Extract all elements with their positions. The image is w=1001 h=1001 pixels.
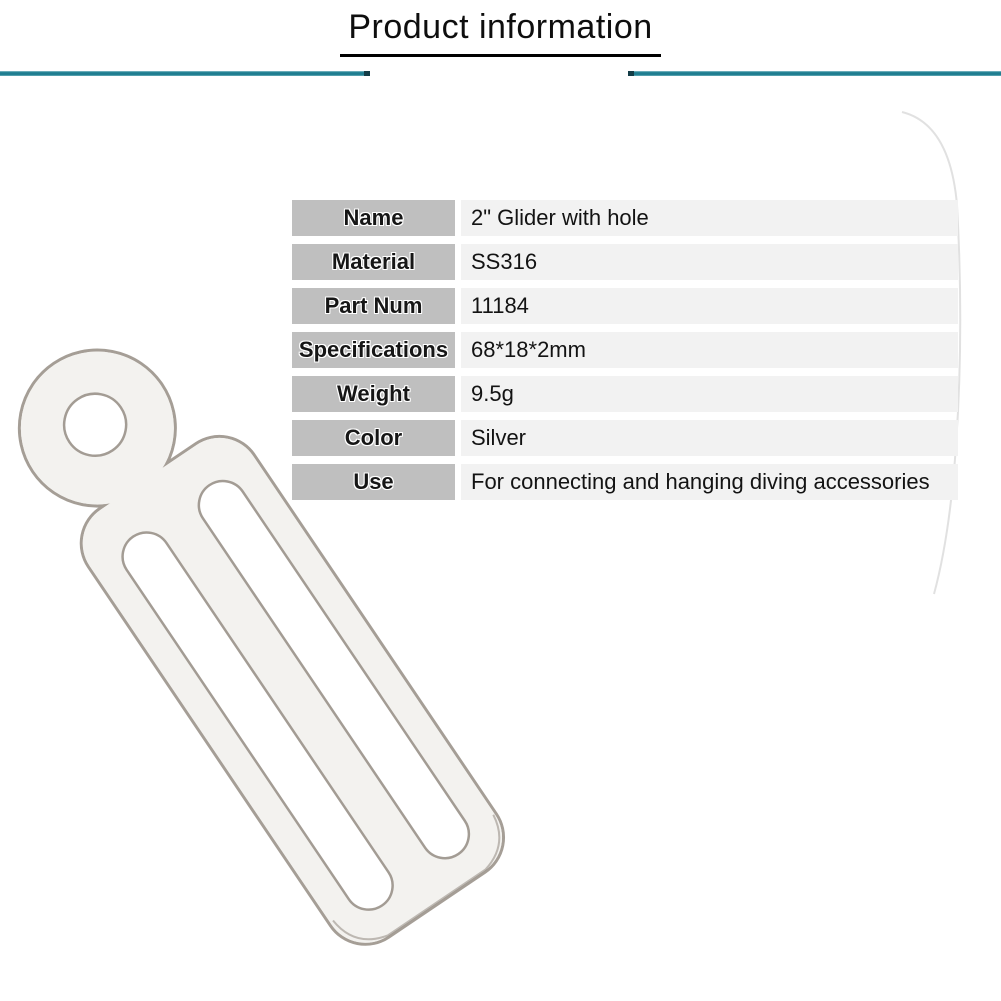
table-row [292,244,958,280]
spec-value: SS316 [461,244,958,280]
spec-value: 11184 [461,288,958,324]
spec-label: Use [292,464,455,500]
spec-value: 2" Glider with hole [461,200,958,236]
accent-divider-left [0,71,370,76]
page-title: Product information [340,10,660,57]
table-row [292,200,958,236]
spec-label: Name [292,200,455,236]
spec-value: 9.5g [461,376,958,412]
spec-label: Weight [292,376,455,412]
spec-label: Color [292,420,455,456]
table-row [292,288,958,324]
spec-value: Silver [461,420,958,456]
accent-divider-right-cap [628,71,634,76]
spec-label: Part Num [292,288,455,324]
accent-divider-left-cap [364,71,370,76]
accent-divider-right [628,71,1001,76]
table-row [292,332,958,368]
table-row [292,420,958,456]
table-row [292,376,958,412]
spec-label: Specifications [292,332,455,368]
spec-value: For connecting and hanging diving accessories [461,464,958,500]
header [0,10,1001,57]
spec-value: 68*18*2mm [461,332,958,368]
spec-label: Material [292,244,455,280]
product-spec-table [292,200,958,508]
table-row [292,464,958,500]
